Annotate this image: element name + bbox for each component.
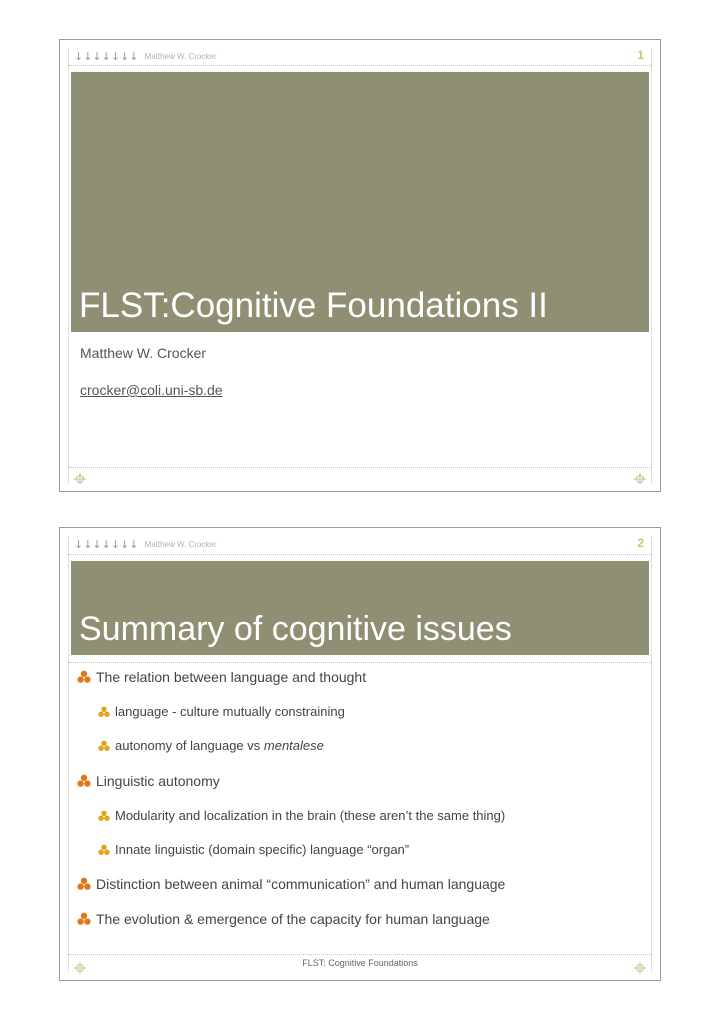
slide-number: 1: [637, 48, 644, 62]
guide-line: [651, 536, 652, 972]
club-bullet-icon: [98, 844, 110, 856]
bullet-text-italic: mentalese: [263, 738, 324, 753]
guide-line: [68, 954, 652, 955]
bullet-text: The relation between language and thought: [96, 669, 367, 685]
slide-footer: FLST: Cognitive Foundations: [302, 958, 418, 968]
email-link[interactable]: crocker@coli.uni-sb.de: [80, 382, 223, 398]
club-bullet-icon: [77, 670, 91, 684]
nav-arrows-icon[interactable]: ↓↓↓↓↓↓↓: [74, 537, 139, 551]
guide-line: [651, 48, 652, 483]
author-name: Matthew W. Crocker: [80, 345, 207, 361]
bullet-item: [77, 773, 220, 789]
guide-line: [68, 467, 652, 468]
bullet-text: autonomy of language vs: [115, 738, 264, 753]
club-bullet-icon: [77, 912, 91, 926]
club-bullet-icon: [77, 877, 91, 891]
club-bullet-icon: [77, 774, 91, 788]
header-author: Matthew W. Crocker: [144, 51, 217, 61]
title-bar: [71, 72, 649, 332]
club-bullet-icon: [98, 740, 110, 752]
crosshair-icon: [634, 962, 646, 974]
guide-line: [68, 536, 69, 972]
bullet-text: Modularity and localization in the brain (these aren’t the same thing): [115, 808, 506, 823]
bullet-item: [98, 738, 324, 753]
slide-title: Summary of cognitive issues: [79, 610, 512, 648]
guide-line: [68, 48, 69, 483]
guide-line: [68, 554, 652, 555]
title-bar: [71, 561, 649, 655]
bullet-item: [98, 842, 409, 857]
slide-header: [74, 537, 217, 551]
nav-arrows-icon[interactable]: ↓↓↓↓↓↓↓: [74, 49, 139, 63]
slide-title: FLST:Cognitive Foundations II: [79, 286, 548, 325]
club-bullet-icon: [98, 810, 110, 822]
bullet-item: [98, 704, 345, 719]
slide-header: [74, 49, 217, 63]
bullet-item: [77, 669, 366, 685]
guide-line: [68, 662, 652, 663]
bullet-text: Distinction between animal “communication” and human language: [96, 876, 506, 892]
slide-number: 2: [637, 536, 644, 550]
slide-1: [59, 39, 661, 492]
crosshair-icon: [634, 473, 646, 485]
crosshair-icon: [74, 473, 86, 485]
bullet-item: [98, 808, 505, 823]
bullet-text: language - culture mutually constraining: [115, 704, 345, 719]
slide-2: [59, 527, 661, 981]
club-bullet-icon: [98, 706, 110, 718]
header-author: Matthew W. Crocker: [144, 539, 217, 549]
bullet-text: Linguistic autonomy: [96, 773, 220, 789]
bullet-item: [77, 876, 505, 892]
bullet-item: [77, 911, 490, 927]
crosshair-icon: [74, 962, 86, 974]
guide-line: [68, 65, 652, 66]
bullet-text: The evolution & emergence of the capacity for human language: [96, 911, 490, 927]
bullet-text: Innate linguistic (domain specific) language “organ”: [115, 842, 410, 857]
